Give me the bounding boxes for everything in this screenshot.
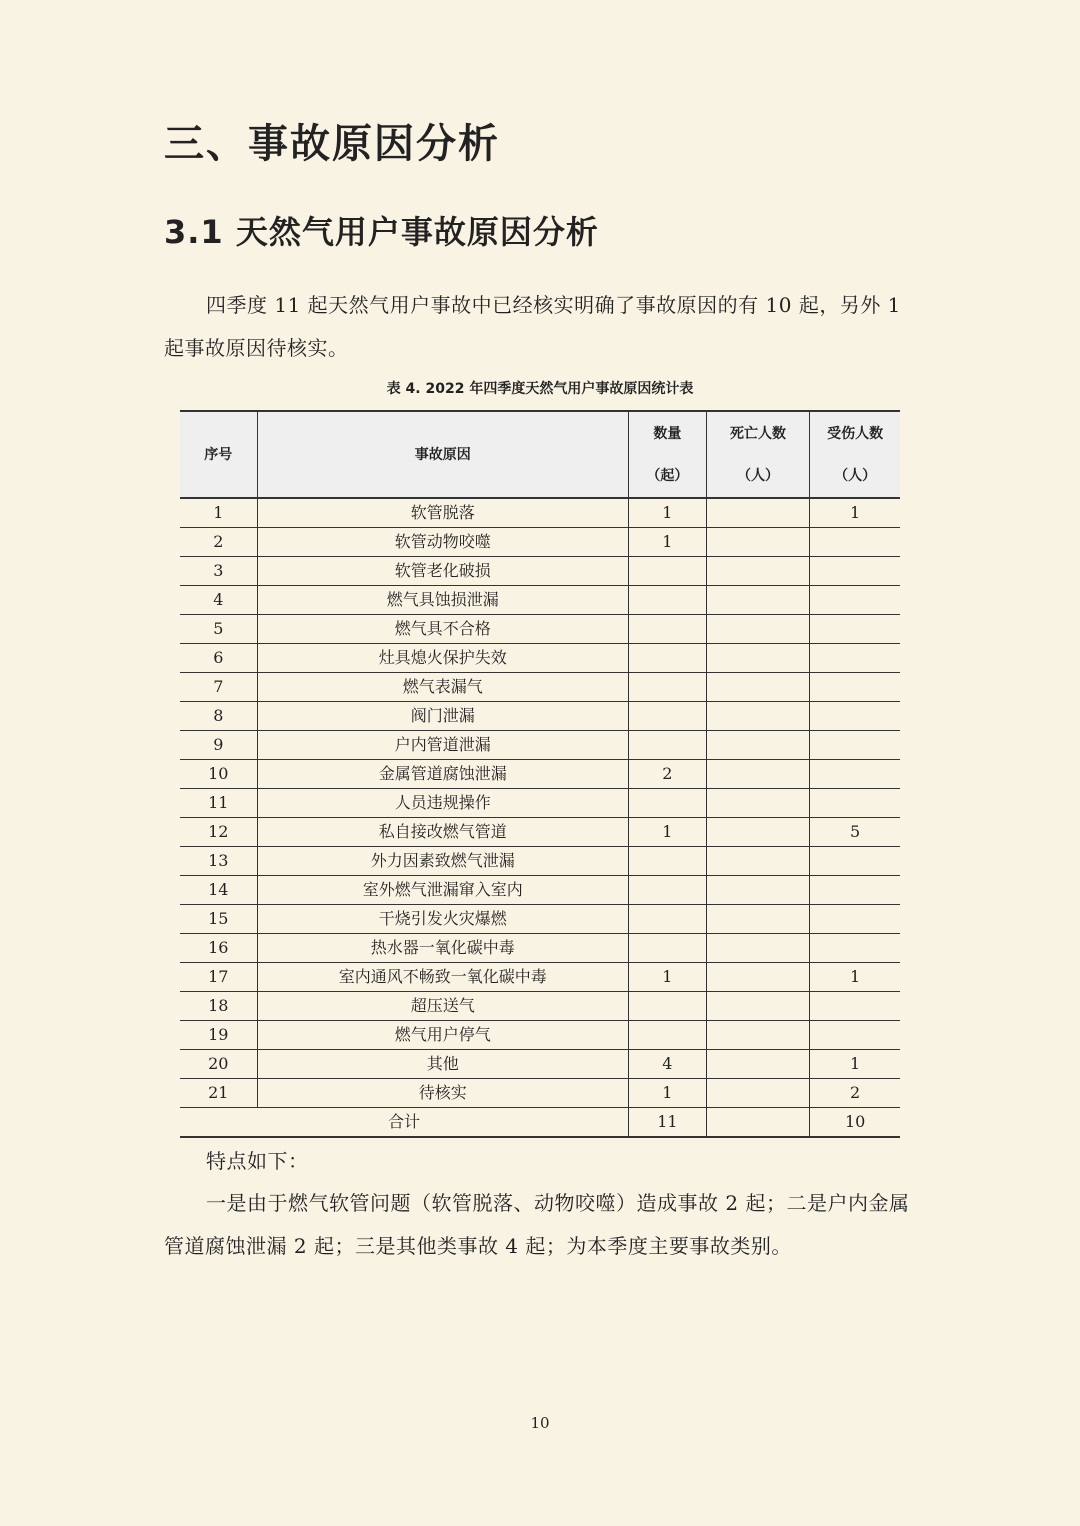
cell-index: 18 (180, 992, 257, 1021)
header-cause: 事故原因 (257, 411, 628, 498)
cell-deaths (706, 789, 810, 818)
cell-deaths (706, 992, 810, 1021)
cell-cause: 待核实 (257, 1079, 628, 1108)
cell-injuries (810, 847, 900, 876)
cell-cause: 超压送气 (257, 992, 628, 1021)
table-row (180, 673, 900, 702)
cell-index: 6 (180, 644, 257, 673)
cell-count (629, 934, 707, 963)
cell-cause: 热水器一氧化碳中毒 (257, 934, 628, 963)
cell-cause: 人员违规操作 (257, 789, 628, 818)
table-row (180, 615, 900, 644)
subsection-title: 3.1 天然气用户事故原因分析 (164, 213, 599, 251)
cell-cause: 燃气具不合格 (257, 615, 628, 644)
total-injuries: 10 (810, 1108, 900, 1138)
cell-deaths (706, 934, 810, 963)
cell-cause: 软管脱落 (257, 498, 628, 528)
cell-count (629, 1021, 707, 1050)
cell-cause: 私自接改燃气管道 (257, 818, 628, 847)
cell-deaths (706, 818, 810, 847)
cell-index: 4 (180, 586, 257, 615)
cell-deaths (706, 498, 810, 528)
header-count (629, 411, 707, 498)
cell-count (629, 702, 707, 731)
cell-index: 11 (180, 789, 257, 818)
header-count-line1: 数量 (653, 425, 682, 442)
table-row (180, 586, 900, 615)
header-injuries-line2: （人） (834, 467, 877, 484)
table-row (180, 789, 900, 818)
cell-deaths (706, 905, 810, 934)
cell-index: 3 (180, 557, 257, 586)
table-row (180, 760, 900, 789)
total-count: 11 (629, 1108, 707, 1138)
cell-index: 8 (180, 702, 257, 731)
cell-cause: 户内管道泄漏 (257, 731, 628, 760)
cell-injuries (810, 615, 900, 644)
table-header-row (180, 411, 900, 498)
table-caption: 表 4. 2022 年四季度天然气用户事故原因统计表 (386, 381, 694, 397)
cell-cause: 燃气表漏气 (257, 673, 628, 702)
table-row (180, 498, 900, 528)
cell-injuries (810, 644, 900, 673)
table-body (180, 498, 900, 1137)
table-row (180, 1050, 900, 1079)
cell-index: 7 (180, 673, 257, 702)
cell-injuries (810, 557, 900, 586)
cell-count: 1 (629, 528, 707, 557)
table-row (180, 702, 900, 731)
cell-cause: 金属管道腐蚀泄漏 (257, 760, 628, 789)
cell-count (629, 644, 707, 673)
cell-index: 5 (180, 615, 257, 644)
cell-deaths (706, 673, 810, 702)
cell-count (629, 557, 707, 586)
cell-cause: 其他 (257, 1050, 628, 1079)
cell-index: 1 (180, 498, 257, 528)
cell-deaths (706, 702, 810, 731)
table-row (180, 731, 900, 760)
cell-index: 20 (180, 1050, 257, 1079)
cell-injuries (810, 586, 900, 615)
cell-injuries: 1 (810, 1050, 900, 1079)
cell-deaths (706, 876, 810, 905)
cell-cause: 燃气用户停气 (257, 1021, 628, 1050)
cell-cause: 灶具熄火保护失效 (257, 644, 628, 673)
cell-count (629, 847, 707, 876)
cell-deaths (706, 731, 810, 760)
table-row (180, 934, 900, 963)
header-injuries (810, 411, 900, 498)
cell-deaths (706, 963, 810, 992)
cell-count (629, 905, 707, 934)
cell-deaths (706, 557, 810, 586)
table-row (180, 528, 900, 557)
table-row (180, 644, 900, 673)
cell-injuries (810, 528, 900, 557)
cell-cause: 软管老化破损 (257, 557, 628, 586)
cell-index: 9 (180, 731, 257, 760)
cell-index: 2 (180, 528, 257, 557)
cell-injuries (810, 702, 900, 731)
header-deaths-line2: （人） (737, 467, 780, 484)
table-row (180, 876, 900, 905)
header-index: 序号 (180, 411, 257, 498)
cell-deaths (706, 586, 810, 615)
cell-deaths (706, 1021, 810, 1050)
cell-cause: 干烧引发火灾爆燃 (257, 905, 628, 934)
intro-paragraph: 四季度 11 起天然气用户事故中已经核实明确了事故原因的有 10 起，另外 1 起事故原因待核实。 (164, 293, 901, 360)
cell-cause: 室外燃气泄漏窜入室内 (257, 876, 628, 905)
cell-index: 16 (180, 934, 257, 963)
table-total-row (180, 1108, 900, 1138)
cell-injuries: 5 (810, 818, 900, 847)
cell-injuries (810, 789, 900, 818)
table-row (180, 905, 900, 934)
cell-index: 14 (180, 876, 257, 905)
cell-deaths (706, 528, 810, 557)
cell-deaths (706, 615, 810, 644)
cell-injuries: 2 (810, 1079, 900, 1108)
cell-cause: 燃气具蚀损泄漏 (257, 586, 628, 615)
table-row (180, 847, 900, 876)
cell-index: 15 (180, 905, 257, 934)
table-row (180, 1079, 900, 1108)
cell-injuries (810, 760, 900, 789)
cell-count (629, 789, 707, 818)
cell-index: 17 (180, 963, 257, 992)
total-label: 合计 (180, 1108, 629, 1138)
accident-cause-table (180, 410, 900, 1138)
cell-count: 4 (629, 1050, 707, 1079)
cell-count (629, 673, 707, 702)
cell-injuries (810, 992, 900, 1021)
cell-injuries (810, 934, 900, 963)
total-deaths (706, 1108, 810, 1138)
table-row (180, 1021, 900, 1050)
cell-cause: 外力因素致燃气泄漏 (257, 847, 628, 876)
cell-count: 2 (629, 760, 707, 789)
cell-index: 10 (180, 760, 257, 789)
table-row (180, 818, 900, 847)
page-number: 10 (530, 1414, 550, 1432)
cell-injuries: 1 (810, 498, 900, 528)
cell-injuries: 1 (810, 963, 900, 992)
header-injuries-line1: 受伤人数 (827, 425, 884, 442)
header-count-line2: （起） (646, 467, 689, 484)
cell-deaths (706, 1050, 810, 1079)
table-row (180, 963, 900, 992)
cell-count: 1 (629, 498, 707, 528)
cell-injuries (810, 905, 900, 934)
cell-injuries (810, 1021, 900, 1050)
table-row (180, 992, 900, 1021)
table-row (180, 557, 900, 586)
cell-index: 12 (180, 818, 257, 847)
cell-injuries (810, 876, 900, 905)
cell-injuries (810, 731, 900, 760)
cell-count (629, 876, 707, 905)
cell-deaths (706, 760, 810, 789)
cell-injuries (810, 673, 900, 702)
cell-count (629, 731, 707, 760)
cell-count: 1 (629, 963, 707, 992)
features-paragraph: 一是由于燃气软管问题（软管脱落、动物咬噬）造成事故 2 起；二是户内金属管道腐蚀泄漏 2 起；三是其他类事故 4 起；为本季度主要事故类别。 (164, 1191, 910, 1258)
cell-count: 1 (629, 1079, 707, 1108)
section-title: 三、事故原因分析 (164, 121, 500, 167)
cell-count: 1 (629, 818, 707, 847)
cell-cause: 软管动物咬噬 (257, 528, 628, 557)
cell-index: 13 (180, 847, 257, 876)
cell-deaths (706, 644, 810, 673)
cell-deaths (706, 847, 810, 876)
cell-count (629, 586, 707, 615)
cell-count (629, 992, 707, 1021)
cell-cause: 阀门泄漏 (257, 702, 628, 731)
cell-index: 19 (180, 1021, 257, 1050)
header-deaths-line1: 死亡人数 (730, 425, 787, 442)
cell-deaths (706, 1079, 810, 1108)
header-deaths (706, 411, 810, 498)
features-label: 特点如下： (206, 1149, 309, 1173)
cell-count (629, 615, 707, 644)
cell-index: 21 (180, 1079, 257, 1108)
cell-cause: 室内通风不畅致一氧化碳中毒 (257, 963, 628, 992)
